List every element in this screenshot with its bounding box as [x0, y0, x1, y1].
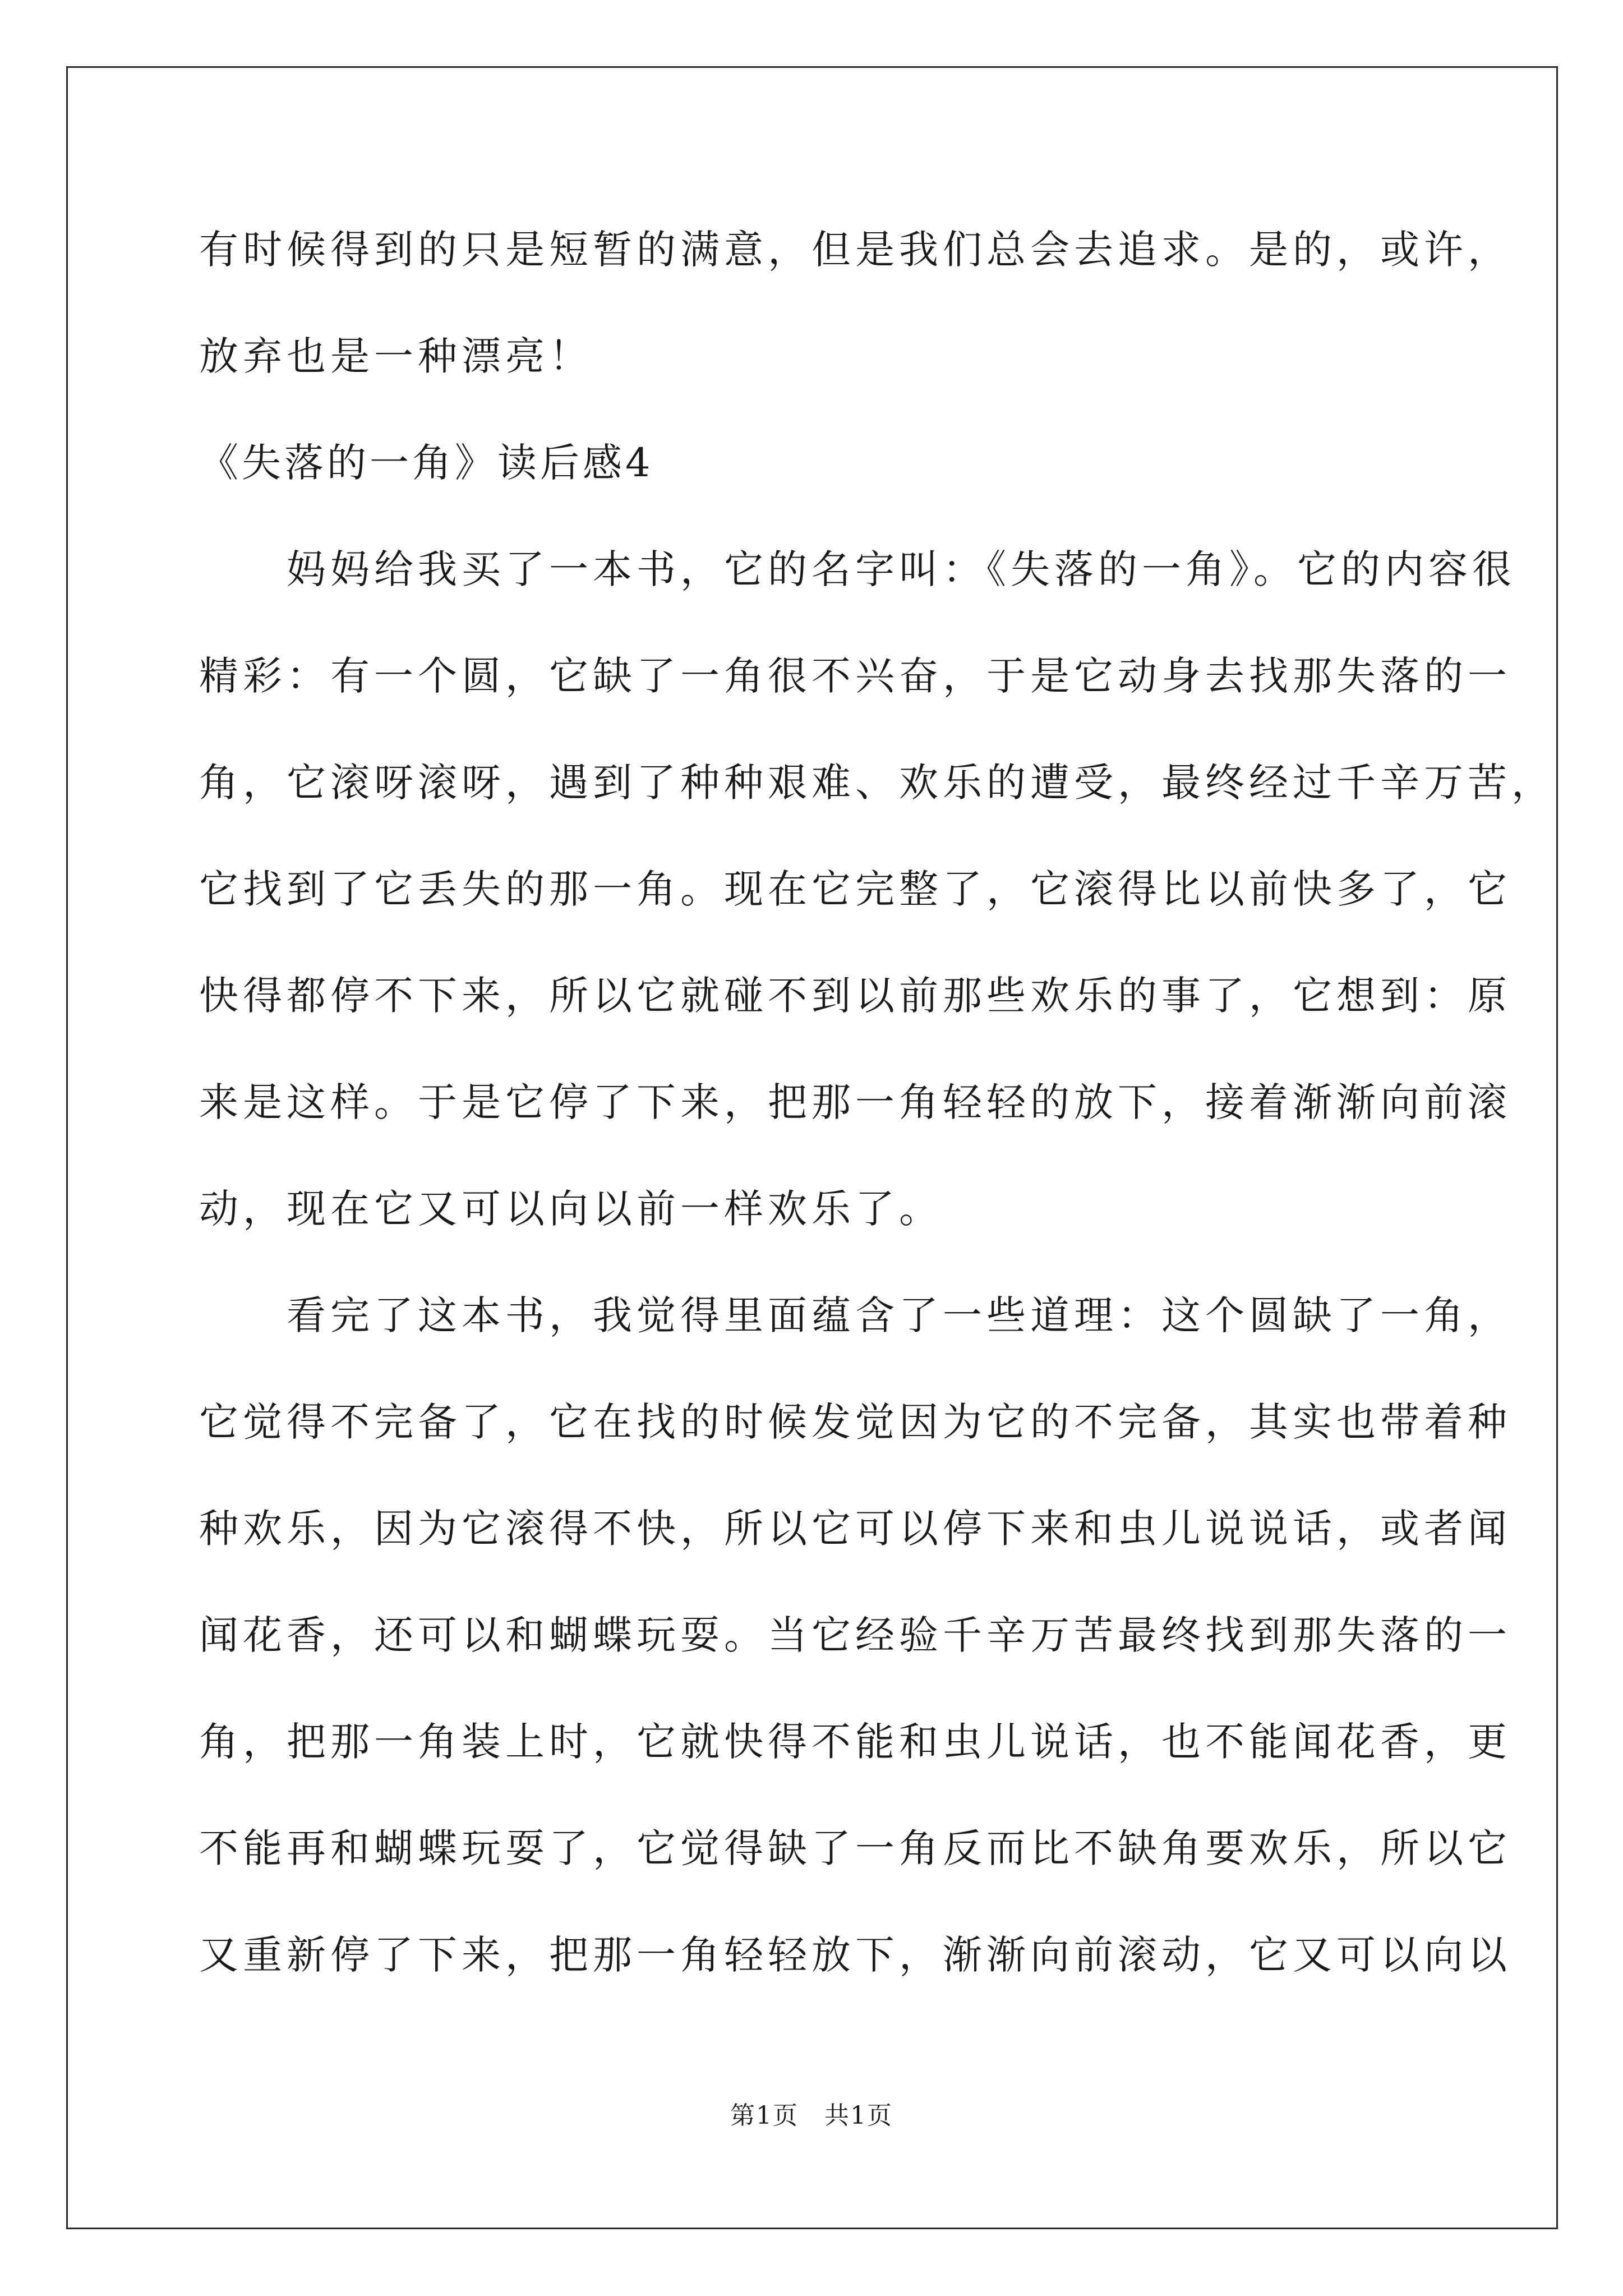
text-line: 看完了这本书，我觉得里面蕴含了一些道理：这个圆缺了一角， [199, 1292, 1511, 1338]
text-line: 又重新停了下来，把那一角轻轻放下，渐渐向前滚动，它又可以向以 [199, 1932, 1511, 1978]
document-body [199, 196, 1555, 2008]
text-line: 角，把那一角装上时，它就快得不能和虫儿说话，也不能闻花香，更 [199, 1719, 1511, 1765]
section-heading: 《失落的一角》读后感4 [199, 440, 654, 486]
text-line: 闻花香，还可以和蝴蝶玩耍。当它经验千辛万苦最终找到那失落的一 [199, 1612, 1511, 1658]
page-footer: 第1页 共1页 [730, 2101, 893, 2130]
text-line: 它找到了它丢失的那一角。现在它完整了，它滚得比以前快多了，它 [199, 866, 1511, 912]
text-line: 角，它滚呀滚呀，遇到了种种艰难、欢乐的遭受，最终经过千辛万苦， [199, 760, 1555, 806]
text-line: 种欢乐，因为它滚得不快，所以它可以停下来和虫儿说说话，或者闻 [199, 1506, 1511, 1552]
text-line: 有时候得到的只是短暂的满意，但是我们总会去追求。是的，或许， [199, 227, 1511, 273]
text-line: 它觉得不完备了，它在找的时候发觉因为它的不完备，其实也带着种 [199, 1399, 1511, 1445]
text-line: 动，现在它又可以向以前一样欢乐了。 [199, 1186, 943, 1232]
text-line: 妈妈给我买了一本书，它的名字叫：《失落的一角》。它的内容很 [199, 546, 1516, 592]
text-line: 不能再和蝴蝶玩耍了，它觉得缺了一角反而比不缺角要欢乐，所以它 [199, 1825, 1511, 1871]
text-line: 精彩：有一个圆，它缺了一角很不兴奋，于是它动身去找那失落的一 [199, 653, 1511, 699]
text-line: 快得都停不下来，所以它就碰不到以前那些欢乐的事了，它想到：原 [199, 973, 1511, 1019]
text-line: 来是这样。于是它停了下来，把那一角轻轻的放下，接着渐渐向前滚 [199, 1079, 1511, 1125]
paragraph-2 [199, 1262, 1511, 2008]
text-line: 放弃也是一种漂亮！ [199, 333, 593, 379]
paragraph-1 [199, 516, 1555, 1262]
